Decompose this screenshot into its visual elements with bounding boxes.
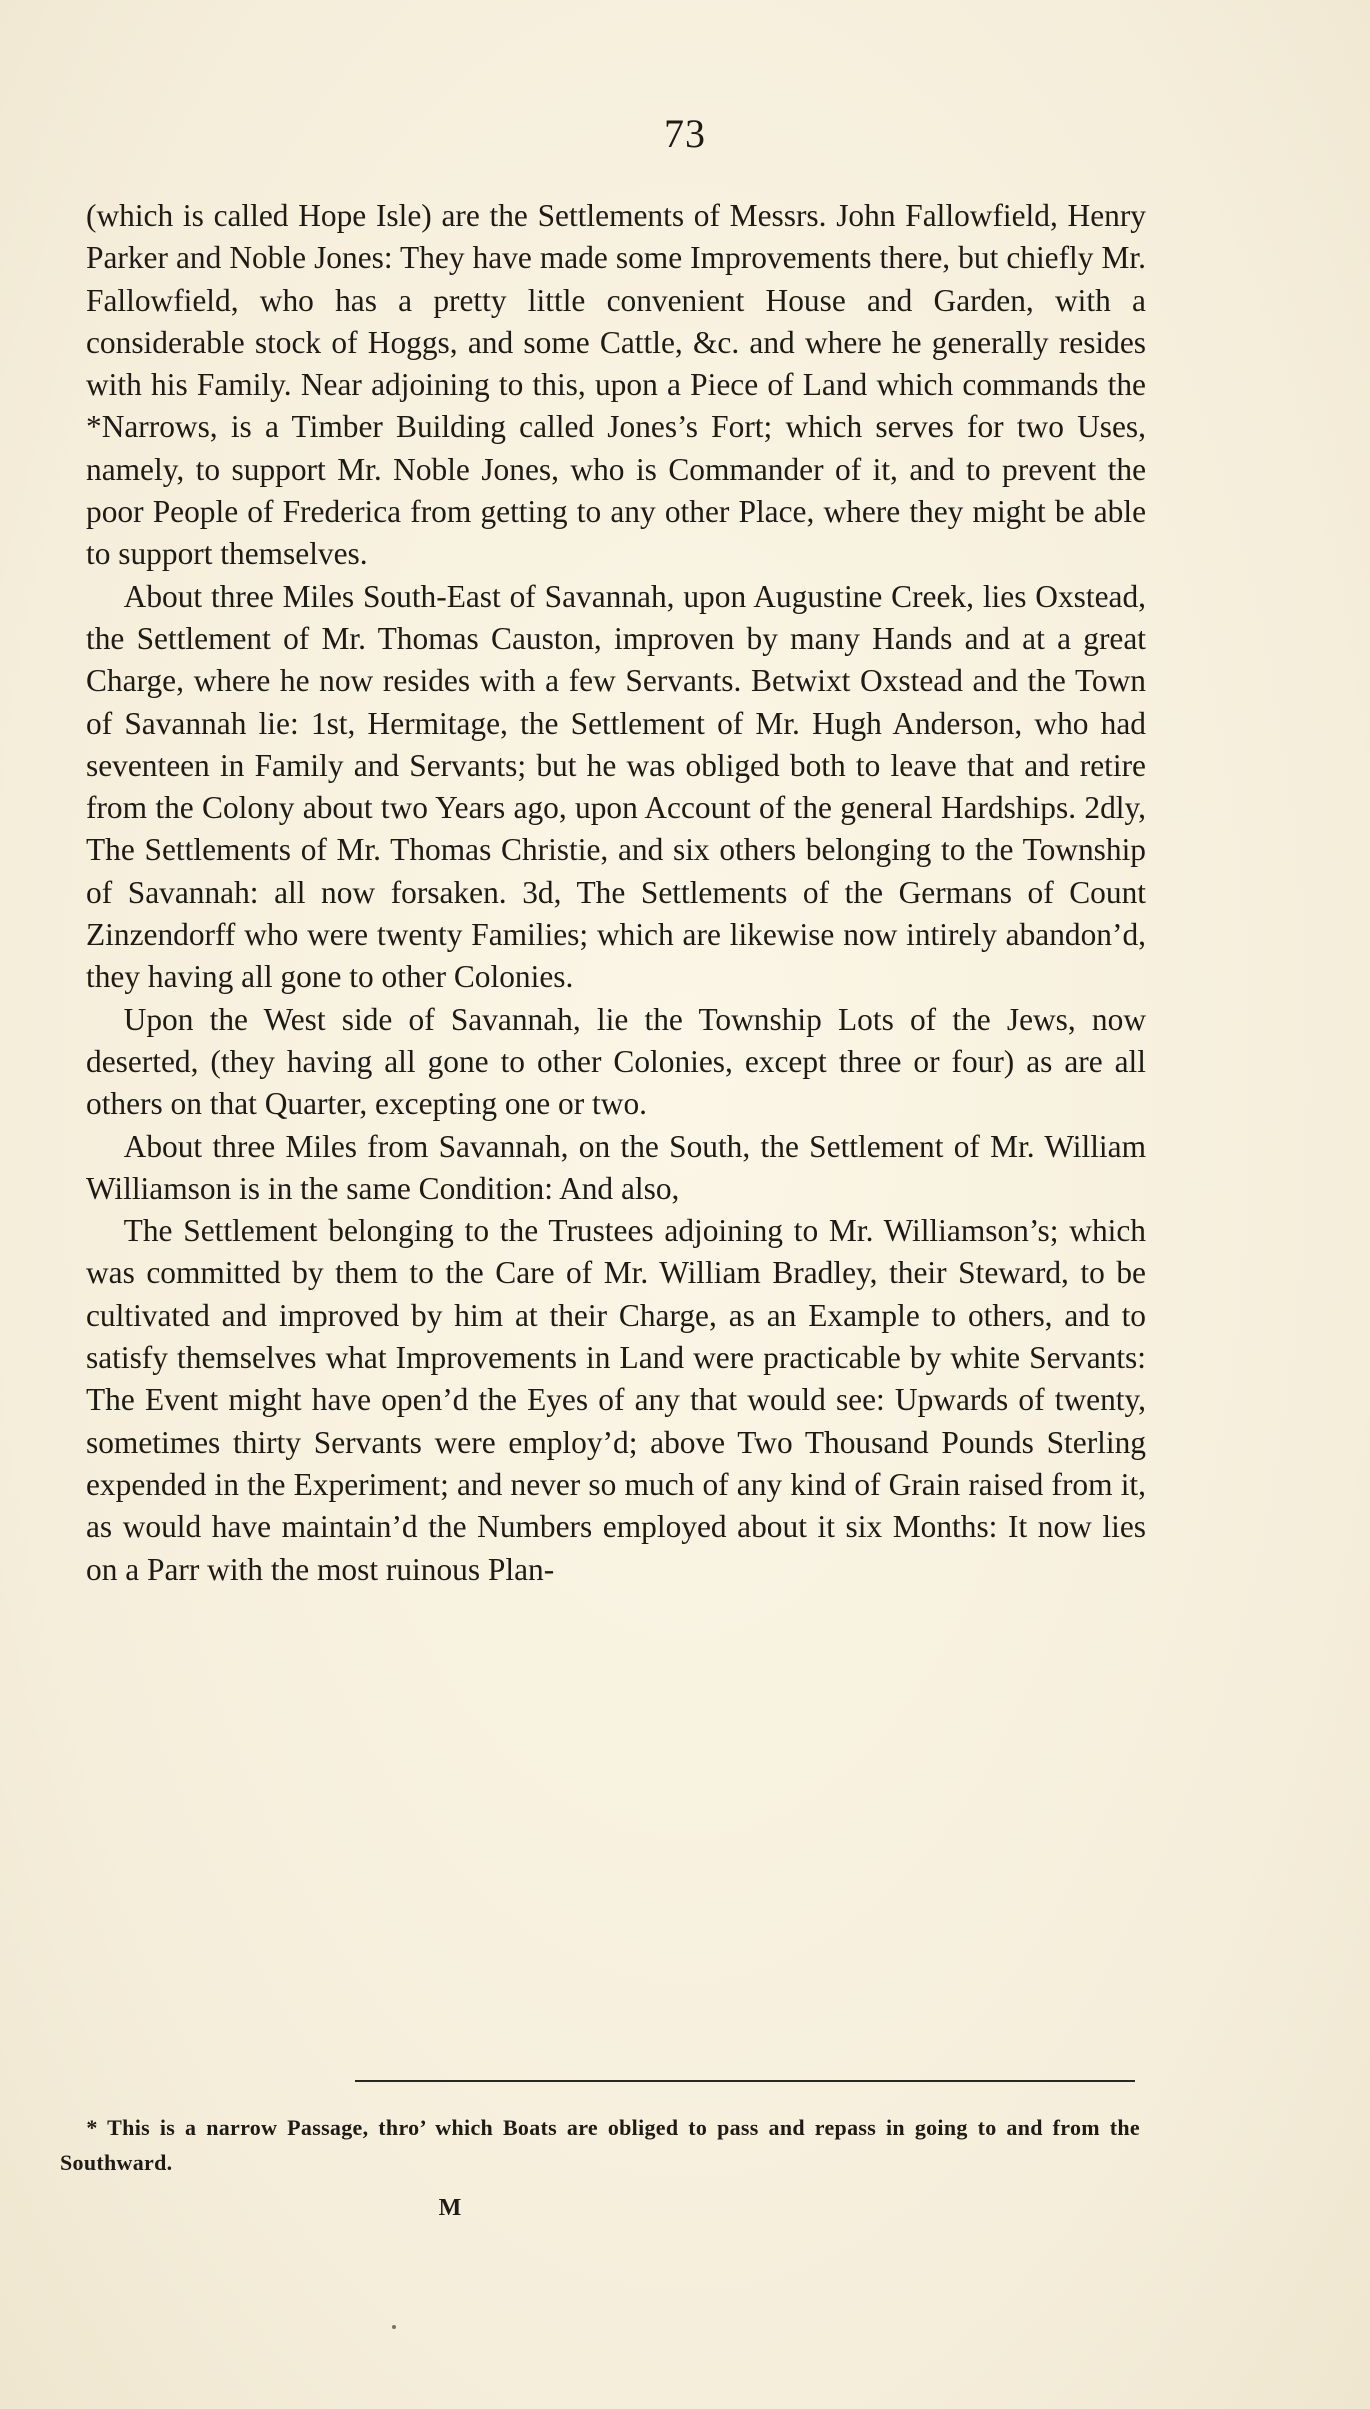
signature-mark: M <box>438 2195 462 2221</box>
paragraph-oxstead: About three Miles South-East of Savannah, upon Augustine Creek, lies Oxstead, the Settlement of Mr. Thomas Causton, improven by many Hands and at a great Charge, where he now resides with a few Servants. Betwixt Oxstead and the Town of Savannah lie: 1st, Hermitage, the Settlement of Mr. Hugh Anderson, who had seventeen in Family and Servants; but he was obliged both to leave that and retire from the Colony about two Years ago, upon Account of the general Hardships. 2dly, The Settlements of Mr. Thomas Christie, and six others belonging to the Township of Savannah: all now forsaken. 3d, The Settlements of the Germans of Count Zinzendorff who were twenty Families; which are likewise now intirely abandon’d, they having all gone to other Colonies. <box>86 578 1146 995</box>
paragraph-west-side: Upon the West side of Savannah, lie the Township Lots of the Jews, now deserted, (they having all gone to other Colonies, except three or four) as are all others on that Quarter, excepting one or two. <box>86 1001 1146 1122</box>
paragraph-hope-isle: (which is called Hope Isle) are the Settlements of Messrs. John Fallowfield, Henry Parker and Noble Jones: They have made some Improvements there, but chiefly Mr. Fallowfield, who has a pretty little convenient House and Garden, with a considerable stock of Hoggs, and some Cattle, &c. and where he generally resides with his Family. Near adjoining to this, upon a Piece of Land which commands the *Narrows, is a Timber Building called Jones’s Fort; which serves for two Uses, namely, to support Mr. Noble Jones, who is Commander of it, and to prevent the poor People of Frederica from getting to any other Place, where they might be able to support themselves. <box>86 198 1146 572</box>
footnote: * This is a narrow Passage, thro’ which Boats are obliged to pass and repass in going to and from the Southward. <box>60 2115 1140 2175</box>
paragraph-trustees-settlement: The Settlement belonging to the Trustees adjoining to Mr. Williamson’s; which was committed by them to the Care of Mr. William Bradley, their Steward, to be cultivated and improved by him at their Charge, as an Example to others, and to satisfy themselves what Improvements in Land were practicable by white Servants: The Event might have open’d the Eyes of any that would see: Upwards of twenty, sometimes thirty Servants were employ’d; above Two Thousand Pounds Sterling expended in the Experiment; and never so much of any kind of Grain raised from it, as would have maintain’d the Numbers employed about it six Months: It now lies on a Parr with the most ruinous Plan- <box>86 1213 1146 1587</box>
paper-speck <box>392 2325 396 2329</box>
paragraph-williamson: About three Miles from Savannah, on the South, the Settlement of Mr. William Williamson is in the same Condition: And also, <box>86 1128 1146 1206</box>
footnote-divider <box>355 2080 1135 2082</box>
body-text <box>86 195 1146 1591</box>
page-number: 73 <box>664 111 706 156</box>
